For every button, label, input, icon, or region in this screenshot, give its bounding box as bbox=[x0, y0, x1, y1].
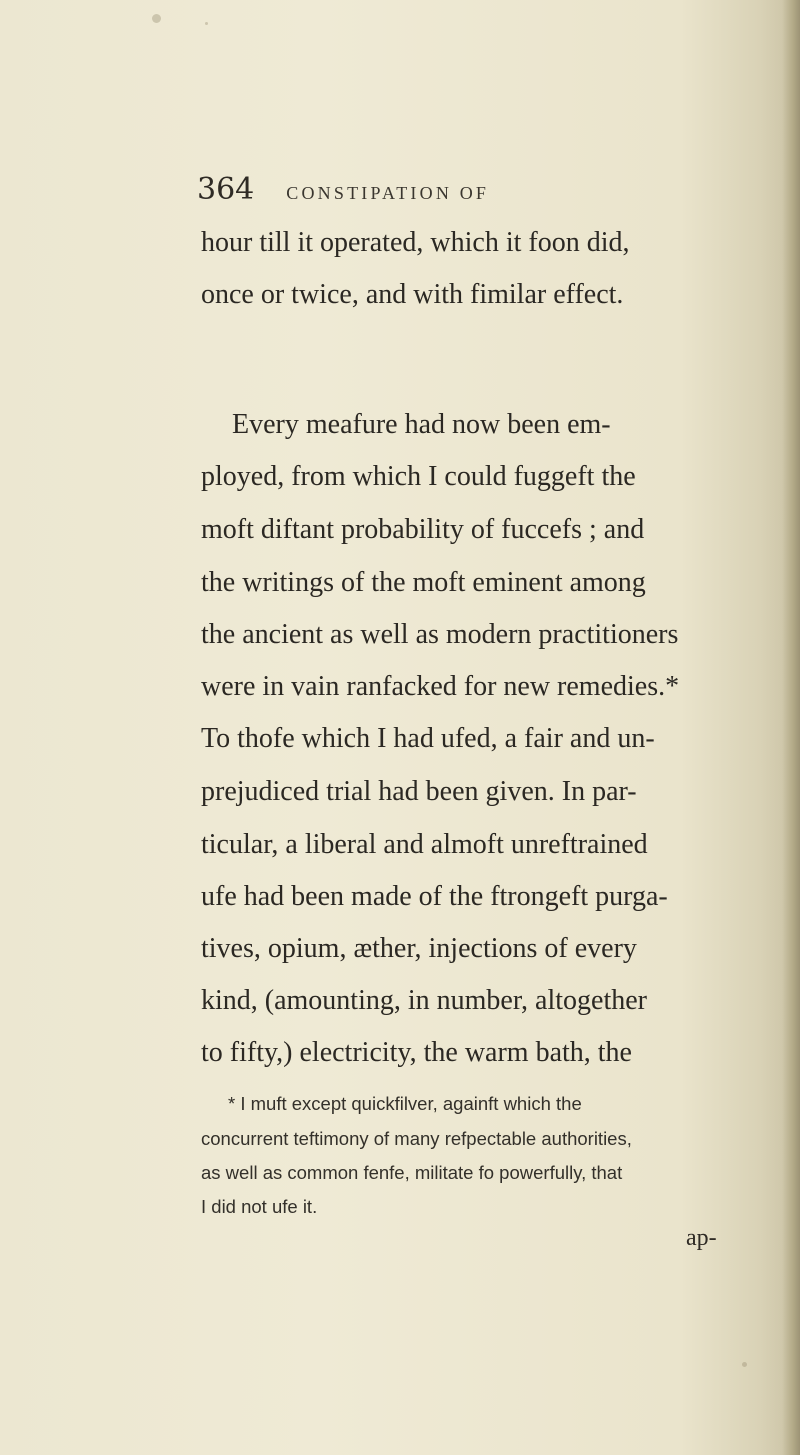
body-line: were in vain ranfacked for new remedies.* bbox=[201, 671, 680, 702]
body-line: To thofe which I had ufed, a fair and un- bbox=[201, 723, 655, 754]
page-number: 364 bbox=[197, 172, 255, 207]
footnote-line: I did not ufe it. bbox=[201, 1196, 318, 1217]
body-line: moft diftant probability of fuccefs ; and bbox=[201, 514, 645, 545]
body-line: hour till it operated, which it foon did, bbox=[201, 227, 630, 258]
paper-speck bbox=[742, 1362, 747, 1367]
body-line: Every meafure had now been em- bbox=[232, 409, 611, 440]
body-line: ticular, a liberal and almoft unreftrained bbox=[201, 829, 648, 860]
page-edge-shadow bbox=[782, 0, 800, 1455]
catchword: ap- bbox=[686, 1225, 717, 1251]
paper-speck bbox=[205, 22, 208, 25]
body-line: once or twice, and with fimilar effect. bbox=[201, 279, 624, 310]
body-line: the ancient as well as modern practitioners bbox=[201, 619, 679, 650]
footnote-line: as well as common fenfe, militate fo powerfully, that bbox=[201, 1162, 623, 1183]
running-head-title: CONSTIPATION OF bbox=[286, 183, 490, 203]
running-head bbox=[197, 172, 617, 208]
body-line: ufe had been made of the ftrongeft purga- bbox=[201, 881, 668, 912]
footnote-line: * I muft except quickfilver, againft which the bbox=[228, 1093, 582, 1114]
body-line: the writings of the moft eminent among bbox=[201, 567, 646, 598]
body-line: to fifty,) electricity, the warm bath, the bbox=[201, 1037, 632, 1068]
body-line: tives, opium, æther, injections of every bbox=[201, 933, 637, 964]
paper-speck bbox=[152, 14, 161, 23]
body-line: kind, (amounting, in number, altogether bbox=[201, 985, 648, 1016]
footnote-line: concurrent teftimony of many refpectable authorities, bbox=[201, 1128, 632, 1149]
body-line: prejudiced trial had been given. In par- bbox=[201, 776, 637, 807]
body-line: ployed, from which I could fuggeft the bbox=[201, 461, 636, 492]
